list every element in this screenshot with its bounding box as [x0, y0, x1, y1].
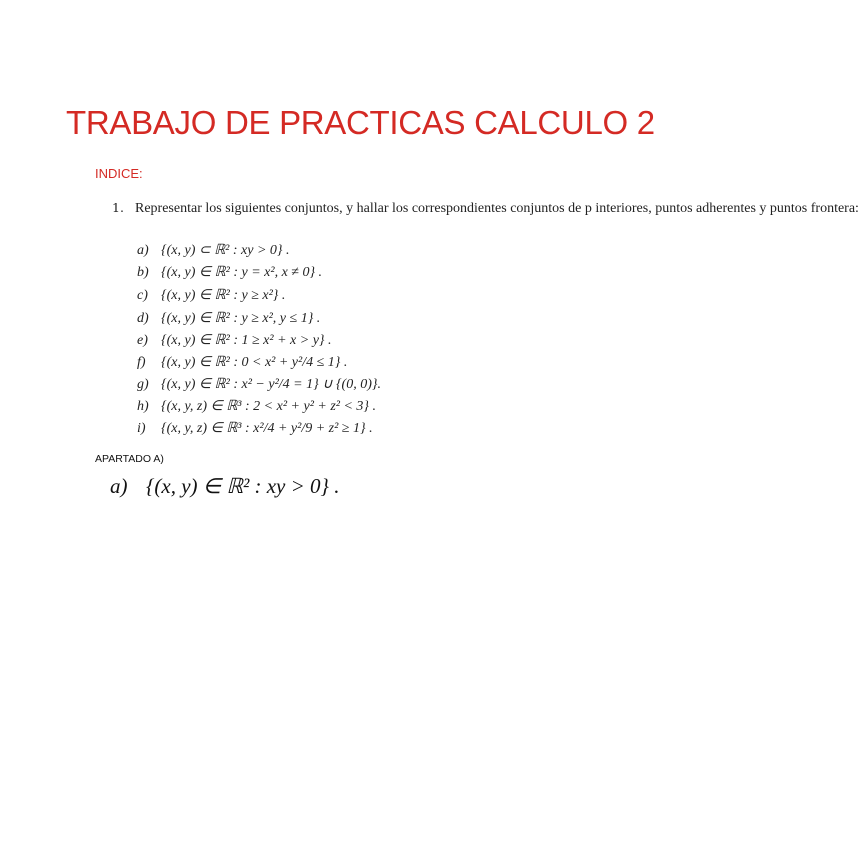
item-expression: {(x, y) ⊂ ℝ² : xy > 0} .: [161, 243, 290, 258]
formula-label: a): [110, 474, 128, 498]
index-heading: INDICE:: [95, 166, 143, 181]
section-formula: [110, 474, 339, 499]
item-label: g): [137, 377, 149, 392]
item-expression: {(x, y) ∈ ℝ² : x² − y²/4 = 1} ∪ {(0, 0)}.: [161, 377, 381, 392]
item-expression: {(x, y) ∈ ℝ² : y ≥ x²} .: [161, 288, 286, 303]
item-expression: {(x, y) ∈ ℝ² : 1 ≥ x² + x > y} .: [161, 333, 332, 348]
exercise-item-i: [137, 420, 373, 437]
item-expression: {(x, y, z) ∈ ℝ³ : x²/4 + y²/9 + z² ≥ 1} .: [161, 421, 373, 436]
item-label: a): [137, 243, 149, 258]
exercise-item-a: [137, 242, 290, 259]
item-expression: {(x, y, z) ∈ ℝ³ : 2 < x² + y² + z² < 3} .: [161, 399, 377, 414]
item-label: h): [137, 399, 149, 414]
item-label: b): [137, 265, 149, 280]
item-label: i): [137, 421, 146, 436]
formula-expression: {(x, y) ∈ ℝ² : xy > 0} .: [146, 474, 340, 498]
exercise-number: 1.: [112, 200, 124, 215]
item-expression: {(x, y) ∈ ℝ² : y = x², x ≠ 0} .: [161, 265, 323, 280]
exercise-item-h: [137, 398, 376, 415]
item-label: f): [137, 355, 146, 370]
exercise-item-b: [137, 264, 322, 281]
item-label: e): [137, 333, 148, 348]
exercise-item-c: [137, 287, 285, 304]
exercise-item-e: [137, 332, 332, 349]
exercise-item-g: [137, 376, 381, 393]
exercise-item-d: [137, 310, 320, 327]
exercise-intro: Representar los siguientes conjuntos, y hallar los correspondientes conjuntos de p interiores, puntos adherentes y puntos frontera:: [135, 201, 859, 216]
section-heading: APARTADO A): [95, 453, 164, 465]
document-title: TRABAJO DE PRACTICAS CALCULO 2: [66, 104, 655, 141]
item-label: c): [137, 288, 148, 303]
item-expression: {(x, y) ∈ ℝ² : 0 < x² + y²/4 ≤ 1} .: [161, 355, 348, 370]
exercise-item-f: [137, 354, 347, 371]
item-label: d): [137, 311, 149, 326]
item-expression: {(x, y) ∈ ℝ² : y ≥ x², y ≤ 1} .: [161, 311, 321, 326]
